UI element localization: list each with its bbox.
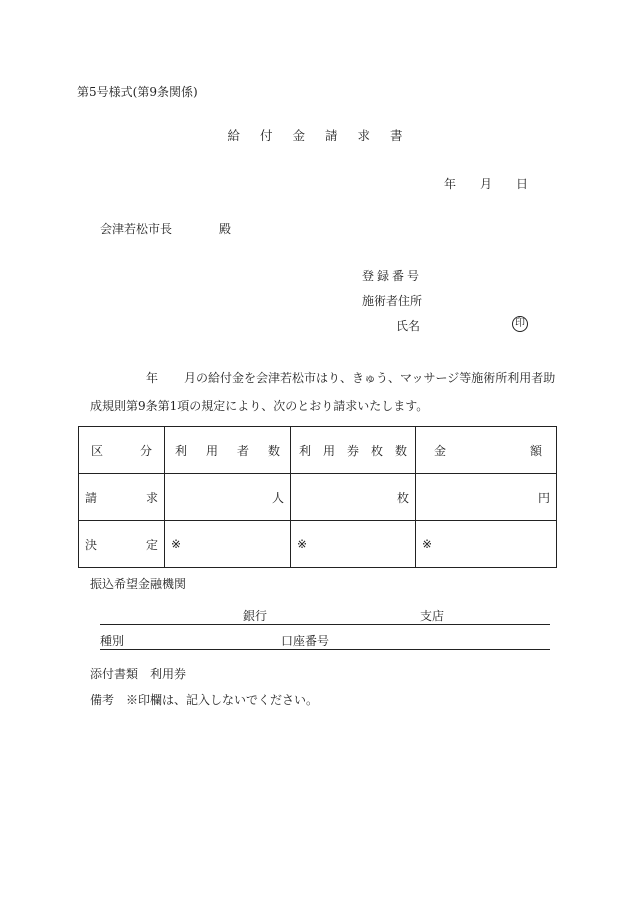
notes-line: [90, 694, 318, 706]
header-amount: 金 額: [416, 427, 557, 474]
page-title: [0, 130, 630, 143]
table-row-decision: [79, 521, 557, 568]
branch-suffix: 支店: [420, 609, 445, 623]
account-type-label: 種別: [100, 634, 125, 648]
cell-decision-users: ※: [165, 521, 291, 568]
name-label: 氏名: [396, 319, 421, 333]
table-row-claim: [79, 474, 557, 521]
bank-suffix: 銀行: [243, 609, 268, 623]
seal-mark: 印: [512, 316, 528, 332]
title-char: 書: [390, 128, 403, 143]
address-label: 施術者住所: [362, 294, 423, 308]
cell-decision-amount: ※: [416, 521, 557, 568]
attachments-label: 添付書類: [90, 667, 139, 681]
header-ticket-count: 利 用 券 枚 数: [291, 427, 416, 474]
attachments-value: 利用券: [150, 667, 187, 681]
notes-label: 備考: [90, 693, 115, 707]
title-char: 給: [227, 128, 240, 143]
body-text-line1: [146, 372, 555, 384]
title-char: 付: [259, 128, 273, 143]
form-number: 第5号様式(第9条関係): [77, 85, 198, 99]
cell-user-count[interactable]: 人: [165, 474, 291, 521]
attachments-line: [90, 668, 186, 680]
cell-ticket-count[interactable]: 枚: [291, 474, 416, 521]
account-number-label: 口座番号: [281, 634, 330, 648]
cell-amount[interactable]: 円: [416, 474, 557, 521]
header-user-count: 利 用 者 数: [165, 427, 291, 474]
registration-number-label: 登録番号: [362, 269, 423, 283]
date-year: 年: [444, 177, 457, 191]
row-label-claim: 請 求: [79, 474, 165, 521]
cell-decision-tickets: ※: [291, 521, 416, 568]
bank-line-field[interactable]: [100, 610, 550, 625]
title-char: 請: [325, 128, 338, 143]
bank-label: 振込希望金融機関: [90, 577, 187, 591]
notes-value: ※印欄は、記入しないでください。: [126, 693, 319, 707]
addressee: 会津若松市長: [100, 222, 173, 236]
date-day: 日: [516, 177, 529, 191]
addressee-suffix: 殿: [219, 222, 232, 236]
title-char: 金: [292, 128, 305, 143]
table-header-row: [79, 427, 557, 474]
claim-table: [78, 426, 557, 568]
date-month: 月: [480, 177, 493, 191]
header-category: 区 分: [79, 427, 165, 474]
body-line1-rest: 月の給付金を会津若松市はり、きゅう、マッサージ等施術所利用者助: [184, 371, 556, 385]
body-text-line2: 成規則第9条第1項の規定により、次のとおり請求いたします。: [90, 399, 429, 413]
date-line: [444, 178, 528, 190]
body-year: 年: [146, 371, 159, 385]
row-label-decision: 決 定: [79, 521, 165, 568]
title-char: 求: [357, 128, 371, 143]
